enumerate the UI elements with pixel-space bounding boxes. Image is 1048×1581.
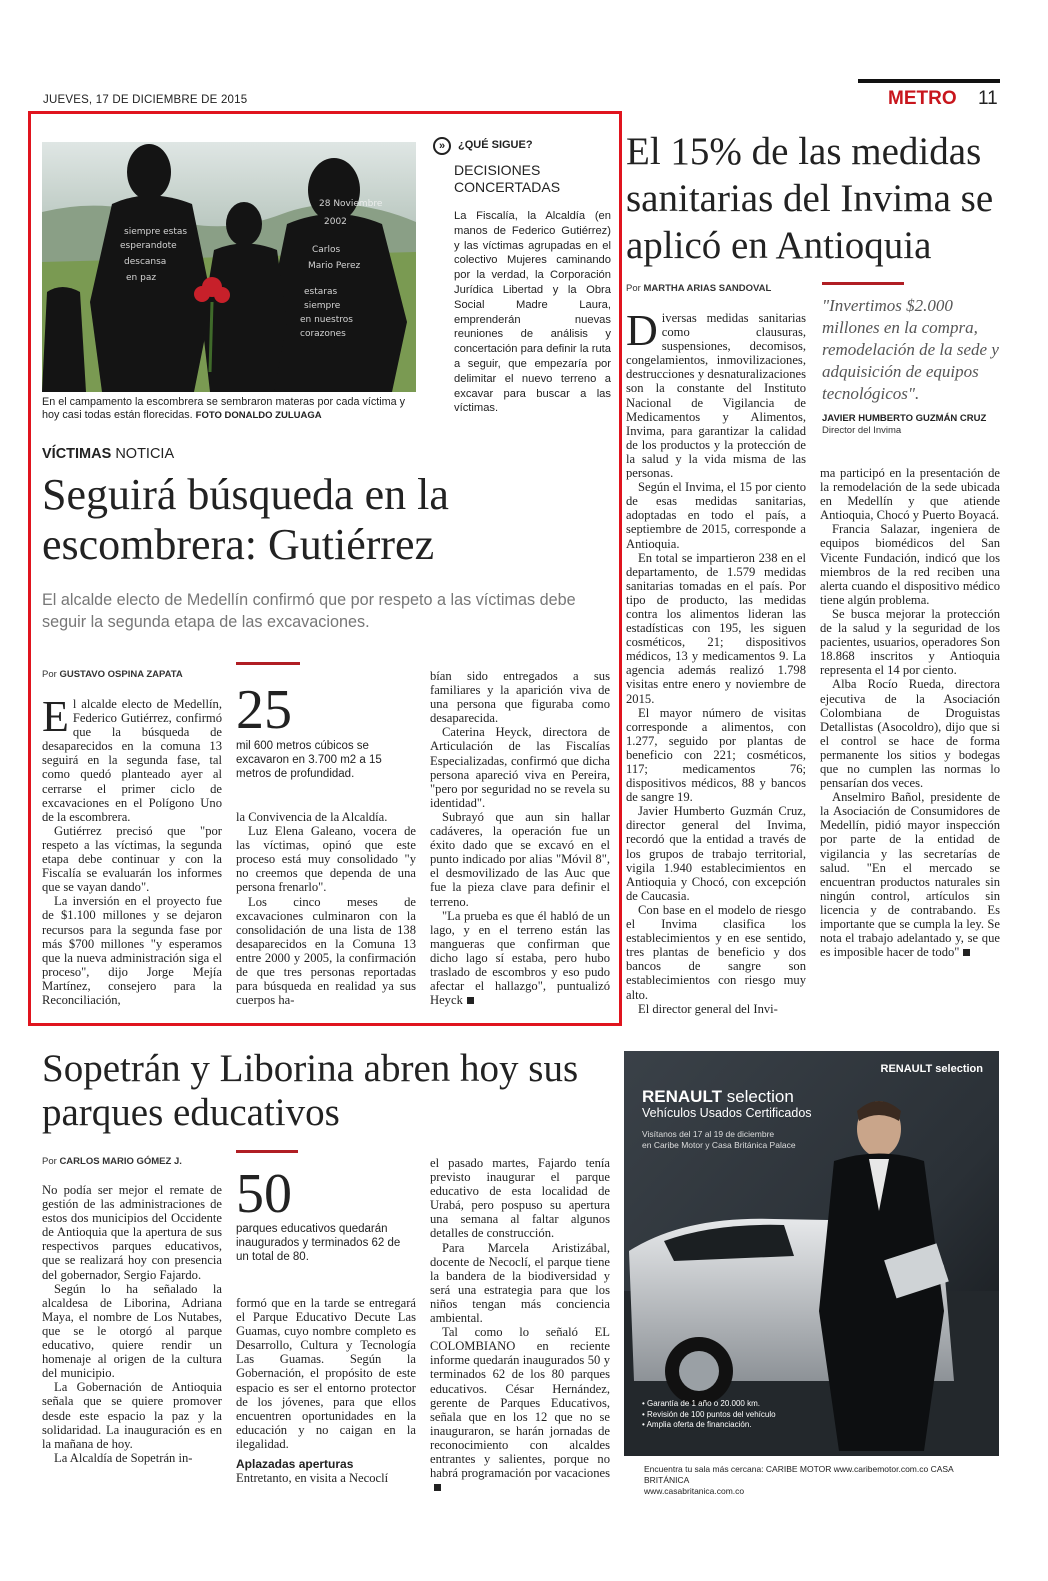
paragraph: Para Marcela Aristizábal, docente de Necoclí, el parque tiene la bandera de la biodiversidad y será una estrategia para que los niños tengan más conciencia ambiental. [430, 1240, 610, 1326]
stat-rule [236, 662, 300, 665]
paragraph: ma participó en la presentación de la remodelación de la sede ubicada en Medellín y que atiende Antioquia, Chocó y Puerto Boyacá. [820, 466, 1000, 523]
page-number: 11 [978, 88, 998, 109]
end-of-story-icon [963, 949, 970, 956]
dropcap: E [42, 692, 69, 741]
paragraph: Entretanto, en visita a Necoclí [236, 1471, 389, 1486]
story2-byline [626, 283, 771, 294]
ad-corner-brand: RENAULT selection [880, 1063, 983, 1075]
ad-dates-line2: en Caribe Motor y Casa Británica Palace [642, 1140, 796, 1150]
story1-deck: El alcalde electo de Medellín confirmó que por respeto a las víctimas debe seguir la segunda etapa de las excavaciones. [42, 591, 576, 631]
svg-text:descansa: descansa [124, 257, 167, 267]
svg-text:28 Noviembre: 28 Noviembre [319, 199, 383, 209]
paragraph: formó que en la tarde se entregará el Parque Educativo Decute Las Guamas, cuyo nombre completo es Desarrollo, Cultura y Tecnología Las Guamas. Según la Gobernación, el propósito de este espacio es ser el entorno protector de los jóvenes, para que ellos encuentren oportunidades en la educación y no caigan en la ilegalidad. [236, 1296, 416, 1451]
paragraph: No podía ser mejor el remate de gestión de las administraciones de estos dos municipios del Occidente de Antioquia que la apertura de sus respectivos parques educativos, que se realizará hoy con presencia del gobernador, Sergio Fajardo. [42, 1183, 222, 1282]
paragraph: l alcalde electo de Medellín, Federico Gutiérrez, confirmó que la búsqueda de desaparecidos en la comuna 13 seguirá en la segunda fase, tal como quedó planteado ayer al cerrarse el primer ciclo de excavaciones en el Polígono Uno de la escombrera. [42, 697, 222, 824]
byline-prefix: Por [626, 283, 641, 294]
ad-subtitle: Vehículos Usados Certificados [642, 1106, 812, 1120]
svg-text:Carlos: Carlos [312, 245, 341, 255]
story3-column-3 [430, 1156, 610, 1494]
paragraph: La inversión en el proyecto fue de $1.100 millones y se dejaron recursos para la segunda fase por más $700 millones "y esperamos que la nueva administración siga el proceso", dijo Jorge Mejía Martínez, consejero para la Reconciliación, [42, 894, 222, 1007]
ad-brand-rest: selection [726, 1087, 794, 1106]
end-of-story-icon [434, 1484, 441, 1491]
ad-bullets [642, 1399, 776, 1431]
story2-headline: El 15% de las medidas sanitarias del Invima se aplicó en Antioquia [626, 130, 994, 267]
ad-dates-line1: Visítanos del 17 al 19 de diciembre [642, 1129, 775, 1139]
paragraph: Según lo ha señalado la alcaldesa de Liborina, Adriana Maya, el nombre de Los Nutabes, que se le otorgó al parque educativo, quiere rendir un homenaje al origen de la cultura del municipio. [42, 1281, 222, 1381]
byline-author: GUSTAVO OSPINA ZAPATA [59, 669, 183, 680]
ad-footer-line2: www.casabritanica.com.co [644, 1486, 745, 1496]
byline-prefix: Por [42, 1156, 57, 1167]
end-of-story-icon [467, 997, 474, 1004]
story1-byline [42, 669, 183, 680]
paragraph: Con base en el modelo de riesgo el Invima clasifica los establecimientos y en ese sentido, tres plantas de beneficio y dos bancos de sangre son establecimientos con riesgo muy alto. [626, 902, 806, 1002]
story1-column-1 [42, 692, 222, 1007]
sidebar-title [454, 162, 560, 196]
ad-bullet: • Revisión de 100 puntos del vehículo [642, 1409, 776, 1419]
paragraph: Según el Invima, el 15 por ciento de esas medidas sanitarias, adoptadas en todo el país, a septiembre de 2015, corresponde a Antioquia. [626, 480, 806, 551]
paragraph: Gutiérrez precisó que "por respeto a las víctimas, la segunda etapa debe continuar y con la Fiscalía se evaluarán los informes que se vayan dando". [42, 823, 222, 895]
ad-brand-bold: RENAULT [642, 1087, 722, 1106]
svg-text:Mario Perez: Mario Perez [308, 261, 361, 271]
section-name: METRO [888, 88, 957, 109]
byline-author: MARTHA ARIAS SANDOVAL [643, 283, 772, 294]
ad-bullet: • Garantía de 1 año o 20.000 km. [642, 1399, 760, 1408]
header-rule [858, 79, 1000, 83]
quote-author: JAVIER HUMBERTO GUZMÁN CRUZ [822, 413, 987, 424]
sidebar-title-line2: CONCERTADAS [454, 179, 561, 195]
paragraph: Tal como lo señaló EL COLOMBIANO en reciente informe quedarán inaugurados 50 y terminados 62 de los 80 parques educativos. César Hernández, gerente de Parques Educativos, señala que en los 12 que no se inauguraron, se harán jornadas de reconocimiento con alcaldes entrantes y salientes, porque no habrá programación por vacaciones [430, 1325, 610, 1481]
pull-quote: "Invertimos $2.000 millones en la compra, remodelación de la sede y adquisición de equipos tecnológicos". [822, 296, 999, 403]
paragraph: Alba Rocío Rueda, directora ejecutiva de la Asociación Colombiana de Droguistas Detallistas (Asocoldro), dijo que si el control se hace de forma permanente los sitios y bodegas que no cumplen las normas lo pensarían dos veces. [820, 677, 1000, 791]
svg-text:2002: 2002 [324, 217, 347, 227]
story3-column-1 [42, 1183, 222, 1465]
story1-column-2 [236, 810, 416, 1007]
paragraph: Anselmiro Bañol, presidente de la Asociación de Consumidores de Medellín, pidió mayor inspección por parte de la entidad de vigilancia y las secretarías de salud. "En el mercado se encuentran productos naturales sin ningún control, artículos sin licencia y de contrabando. Es importante que se cumpla la ley. Se nota el trabajo adelantado y, se que es imposible hacer de todo" [820, 790, 1000, 960]
paragraph: Francia Salazar, ingeniera de equipos biomédicos del San Vicente Fundación, indicó que los miembros de la red reciben una alerta cuando el dispositivo médico tiene algún problema. [820, 522, 1000, 607]
dropcap: D [626, 306, 658, 355]
ad-footer-line1: Encuentra tu sala más cercana: CARIBE MOTOR www.caribemotor.com.co CASA BRITÁNICA [644, 1464, 954, 1485]
paragraph: El director general del Invi- [638, 1001, 778, 1016]
story2-column-1 [626, 306, 806, 1016]
svg-text:esperandote: esperandote [120, 241, 177, 251]
ad-footer [644, 1464, 1000, 1497]
kicker-section: VÍCTIMAS [42, 446, 112, 462]
paragraph: iversas medidas sanitarias como clausuras, suspensiones, decomisos, congelamientos, inmovilizaciones, destrucciones y desnaturalizaciones son la constante del Instituto Nacional de Vigilancia de Medicamentos y Alimentos, Invima, para garantizar la calidad de los productos y la protección de la salud y la vida misma de las personas. [626, 311, 806, 481]
svg-text:en paz: en paz [126, 273, 157, 283]
double-chevron-icon: » [433, 137, 451, 155]
paragraph: La Alcaldía de Sopetrán in- [54, 1450, 193, 1465]
photo-credit: FOTO DONALDO ZULUAGA [195, 410, 322, 421]
edition-date: JUEVES, 17 DE DICIEMBRE DE 2015 [43, 94, 248, 106]
caption-text: En el campamento la escombrera se sembraron materas por cada víctima y hoy casi todas están florecidas. [42, 396, 406, 421]
paragraph: el pasado martes, Fajardo tenía previsto inaugurar el parque educativo de esta localidad de Urabá, pero pospuso su apertura una semana al faltar algunos detalles de construcción. [430, 1156, 610, 1241]
paragraph: Los cinco meses de excavaciones culminaron con la consolidación de una lista de 138 desaparecidos en la Comuna 13 entre 2000 y 2005, la confirmación de que tres personas reportadas para búsqueda en realidad ya sus cuerpos ha- [236, 894, 416, 1008]
silhouettes-image [42, 142, 416, 392]
stat-number: 25 [236, 679, 292, 741]
kicker-type: NOTICIA [115, 446, 175, 462]
story3-headline: Sopetrán y Liborina abren hoy sus parques educativos [42, 1047, 579, 1134]
paragraph: La Gobernación de Antioquia señala que se quiere promover desde este espacio la paz y la solidaridad. La inauguración es en la mañana de hoy. [42, 1380, 222, 1451]
ad-brand [642, 1087, 794, 1107]
quote-rule [822, 282, 904, 285]
stat-text: parques educativos quedarán inaugurados y terminados 62 de un total de 80. [236, 1223, 401, 1263]
paragraph: bían sido entregados a sus familiares y la aparición viva de una persona que figuraba como desaparecida. [430, 669, 610, 726]
sidebar-body: La Fiscalía, la Alcaldía (en manos de Federico Gutiérrez) y las víctimas agrupadas en el colectivo Mujeres caminando por la verdad, la Corporación Jurídica Libertad y la Obra Social Madre Laura, emprenderán nuevas reuniones de análisis y concertación para definir la ruta a seguir, que empezaría por delimitar el nuevo terreno a excavar para buscar a las víctimas. [454, 210, 611, 415]
stat-text: mil 600 metros cúbicos se excavaron en 3.700 m2 a 15 metros de profundidad. [236, 740, 382, 780]
story1-headline: Seguirá búsqueda en la escombrera: Gutiérrez [42, 470, 449, 569]
svg-text:estaras: estaras [304, 287, 338, 297]
ad-bullet: • Amplia oferta de financiación. [642, 1420, 752, 1429]
svg-text:siempre estas: siempre estas [124, 227, 188, 237]
renault-advertisement[interactable] [624, 1051, 999, 1456]
story-photo [42, 142, 416, 392]
sidebar-title-line1: DECISIONES [454, 162, 541, 178]
ad-dates [642, 1129, 796, 1151]
paragraph: El mayor número de visitas corresponde a alimentos, con 1.277, seguido por plantas de beneficio con 221; cosméticos, 117; medicamentos 76; dispositivos médicos, 88 y bancos de sangre 19. [626, 705, 806, 805]
story1-column-3 [430, 669, 610, 1007]
subhead: Aplazadas aperturas [236, 1457, 354, 1472]
byline-author: CARLOS MARIO GÓMEZ J. [59, 1156, 182, 1167]
paragraph: la Convivencia de la Alcaldía. [236, 810, 388, 824]
quote-role: Director del Invima [822, 425, 902, 436]
svg-text:siempre: siempre [304, 301, 341, 311]
paragraph: Subrayó que aun sin hallar cadáveres, la operación fue un éxito dado que se excavó en el punto indicado por alias "Móvil 8", el desmovilizado de las Auc que fue la pieza clave para definir el terreno. [430, 809, 610, 909]
svg-text:corazones: corazones [300, 329, 346, 339]
paragraph: En total se impartieron 238 en el departamento, de 1.579 medidas sanitarias tomadas en el país. Por tipo de producto, las medidas contra los alimentos lideran las estadísticas con 195, les siguen cosméticos, 21; dispositivos médicos, 13 y medicamentos 9. La agencia además realizó 1.798 visitas entre enero y noviembre de 2015. [626, 550, 806, 706]
paragraph: Luz Elena Galeano, vocera de las víctimas, opinó que este proceso está muy consolidado "y no creemos que dependa de una persona frenarlo". [236, 824, 416, 895]
sidebar-label: ¿QUÉ SIGUE? [458, 139, 533, 151]
photo-caption [42, 396, 422, 422]
story3-column-2 [236, 1296, 416, 1485]
paragraph: Javier Humberto Guzmán Cruz, director general del Invima, recordó que la entidad a través de los grupos de trabajo territorial, vigila 1.940 establecimientos en Antioquia y Chocó, con excepción de Caucasia. [626, 804, 806, 903]
paragraph: "La prueba es que él habló de un lago, y en el terreno están las mangueras que confirman que dicho lago sí estaba, pero hubo traslado de escombros y eso pudo afectar el hallazgo", puntualizó Heyck [430, 908, 610, 1008]
story-kicker [42, 446, 174, 462]
story3-byline [42, 1156, 182, 1167]
svg-text:en nuestros: en nuestros [300, 315, 353, 325]
story2-column-2 [820, 466, 1000, 959]
stat-number: 50 [236, 1163, 292, 1225]
paragraph: Caterina Heyck, directora de Articulación de las Fiscalías Especializadas, confirmó que dicha persona apareció viva en Pereira, "pero por seguridad no se revela su identidad". [430, 725, 610, 810]
stat-rule [236, 1150, 298, 1153]
paragraph: Se busca mejorar la protección de la salud y la seguridad de los pacientes, usuarios, operadores Son 18.868 inscritos y Antioquia representa el 14 por ciento. [820, 606, 1000, 678]
byline-prefix: Por [42, 669, 57, 680]
